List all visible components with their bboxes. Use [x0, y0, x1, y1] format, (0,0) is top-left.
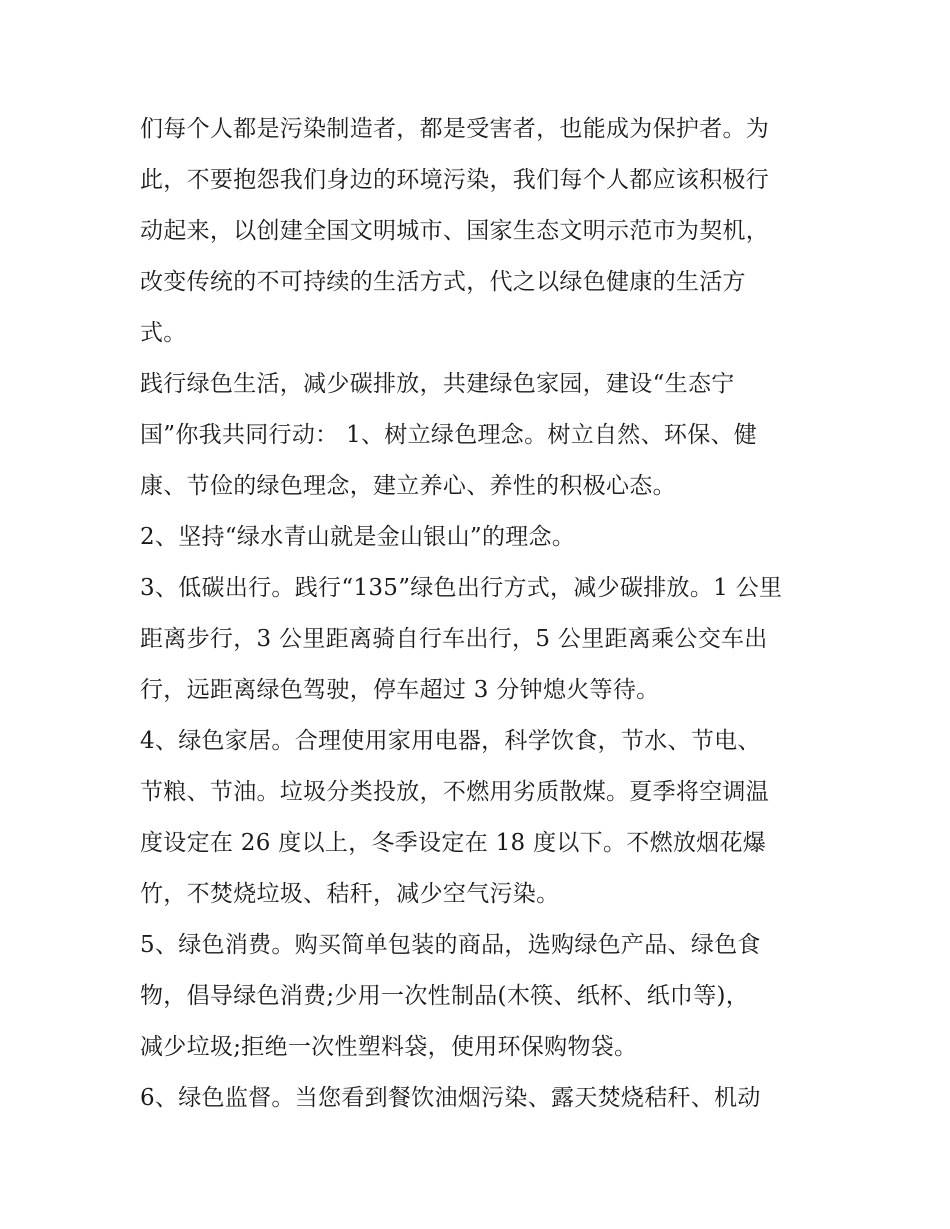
- text-line: 2、坚持“绿水青山就是金山银山”的理念。: [140, 524, 576, 550]
- text-line: 们每个人都是污染制造者，都是受害者，也能成为保护者。为: [140, 116, 770, 142]
- text-line: 6、绿色监督。当您看到餐饮油烟污染、露天焚烧秸秆、机动: [140, 1085, 761, 1111]
- text-line: 减少垃圾;拒绝一次性塑料袋，使用环保购物袋。: [140, 1034, 638, 1060]
- document-body: [140, 104, 830, 1124]
- text-line: 式。: [140, 320, 187, 346]
- text-line: 康、节俭的绿色理念，建立养心、养性的积极心态。: [140, 473, 676, 499]
- text-line: 节粮、节油。垃圾分类投放，不燃用劣质散煤。夏季将空调温: [140, 779, 770, 805]
- text-line: 此，不要抱怨我们身边的环境污染，我们每个人都应该积极行: [140, 167, 770, 193]
- text-line: 动起来，以创建全国文明城市、国家生态文明示范市为契机，: [140, 218, 770, 244]
- text-line: 物，倡导绿色消费;少用一次性制品(木筷、纸杯、纸巾等)，: [140, 983, 750, 1009]
- text-line: 3、低碳出行。践行“135”绿色出行方式，减少碳排放。1 公里: [140, 575, 783, 601]
- text-line: 改变传统的不可持续的生活方式，代之以绿色健康的生活方: [140, 269, 746, 295]
- text-line: 5、绿色消费。购买简单包装的商品，选购绿色产品、绿色食: [140, 932, 761, 958]
- text-line: 竹，不焚烧垃圾、秸秆，减少空气污染。: [140, 881, 560, 907]
- text-line: 度设定在 26 度以上，冬季设定在 18 度以下。不燃放烟花爆: [140, 830, 767, 856]
- text-line: 距离步行，3 公里距离骑自行车出行，5 公里距离乘公交车出: [140, 626, 768, 652]
- text-line: 践行绿色生活，减少碳排放，共建绿色家园，建设“生态宁: [140, 371, 735, 397]
- text-line: 4、绿色家居。合理使用家用电器，科学饮食，节水、节电、: [140, 728, 761, 754]
- text-line: 行，远距离绿色驾驶，停车超过 3 分钟熄火等待。: [140, 677, 660, 703]
- text-line: 国”你我共同行动： 1、树立绿色理念。树立自然、环保、健: [140, 422, 758, 448]
